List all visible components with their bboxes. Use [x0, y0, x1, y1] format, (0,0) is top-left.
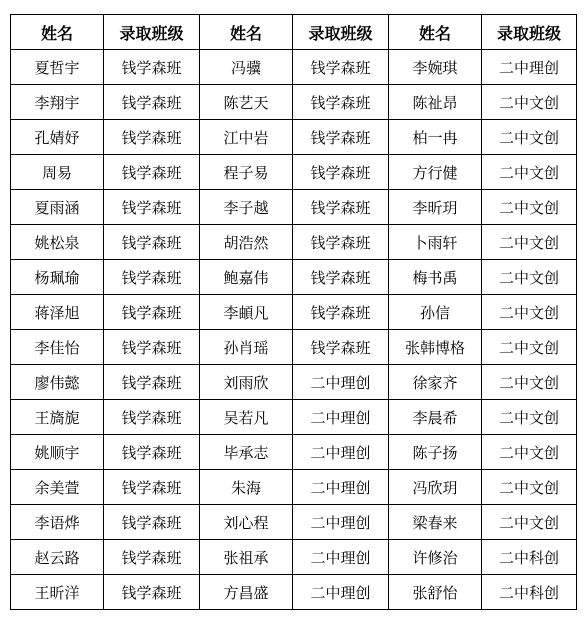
admitted-class-cell: 二中文创	[482, 470, 577, 505]
admitted-class-cell: 钱学森班	[104, 295, 200, 330]
student-name-cell: 冯骥	[200, 50, 293, 85]
admitted-class-cell: 钱学森班	[104, 400, 200, 435]
admitted-class-cell: 二中文创	[482, 120, 577, 155]
admitted-class-cell: 钱学森班	[293, 50, 389, 85]
admitted-class-cell: 钱学森班	[293, 225, 389, 260]
admitted-class-cell: 钱学森班	[104, 260, 200, 295]
student-name-cell: 张舒怡	[389, 575, 482, 610]
admission-table	[10, 14, 577, 610]
table-row	[11, 225, 577, 260]
admitted-class-cell: 二中文创	[482, 505, 577, 540]
admitted-class-cell: 钱学森班	[104, 50, 200, 85]
admitted-class-cell: 二中文创	[482, 260, 577, 295]
student-name-cell: 徐家齐	[389, 365, 482, 400]
student-name-cell: 蒋泽旭	[11, 295, 104, 330]
student-name-cell: 李晨希	[389, 400, 482, 435]
admitted-class-cell: 二中文创	[482, 295, 577, 330]
admitted-class-cell: 二中理创	[482, 50, 577, 85]
student-name-cell: 李婉琪	[389, 50, 482, 85]
student-name-cell: 张祖承	[200, 540, 293, 575]
student-name-cell: 王旖旎	[11, 400, 104, 435]
admitted-class-cell: 钱学森班	[293, 330, 389, 365]
header-row	[11, 15, 577, 50]
table-row	[11, 505, 577, 540]
admitted-class-cell: 二中文创	[482, 155, 577, 190]
student-name-cell: 陈艺天	[200, 85, 293, 120]
table-row	[11, 155, 577, 190]
admitted-class-cell: 二中理创	[293, 365, 389, 400]
student-name-cell: 廖伟懿	[11, 365, 104, 400]
table-body	[11, 50, 577, 610]
admitted-class-cell: 钱学森班	[104, 330, 200, 365]
admitted-class-cell: 二中科创	[482, 575, 577, 610]
admitted-class-cell: 二中文创	[482, 190, 577, 225]
student-name-cell: 李子越	[200, 190, 293, 225]
admitted-class-cell: 二中理创	[293, 540, 389, 575]
admitted-class-cell: 二中文创	[482, 330, 577, 365]
student-name-cell: 赵云路	[11, 540, 104, 575]
student-name-cell: 胡浩然	[200, 225, 293, 260]
table-row	[11, 190, 577, 225]
student-name-cell: 方昌盛	[200, 575, 293, 610]
admitted-class-cell: 二中理创	[293, 400, 389, 435]
table-row	[11, 120, 577, 155]
student-name-cell: 李昕玥	[389, 190, 482, 225]
student-name-cell: 李翔宇	[11, 85, 104, 120]
header-name-3: 姓名	[389, 15, 482, 50]
admitted-class-cell: 二中理创	[293, 470, 389, 505]
table-row	[11, 540, 577, 575]
student-name-cell: 孔婧妤	[11, 120, 104, 155]
header-class-1: 录取班级	[104, 15, 200, 50]
student-name-cell: 陈祉昂	[389, 85, 482, 120]
student-name-cell: 孙肖瑶	[200, 330, 293, 365]
student-name-cell: 余美萱	[11, 470, 104, 505]
student-name-cell: 柏一冉	[389, 120, 482, 155]
student-name-cell: 江中岩	[200, 120, 293, 155]
admitted-class-cell: 钱学森班	[104, 120, 200, 155]
table-row	[11, 365, 577, 400]
admitted-class-cell: 钱学森班	[104, 540, 200, 575]
student-name-cell: 李頔凡	[200, 295, 293, 330]
admitted-class-cell: 钱学森班	[293, 260, 389, 295]
student-name-cell: 卜雨轩	[389, 225, 482, 260]
admitted-class-cell: 钱学森班	[104, 85, 200, 120]
admitted-class-cell: 钱学森班	[293, 295, 389, 330]
admitted-class-cell: 二中文创	[482, 365, 577, 400]
student-name-cell: 刘雨欣	[200, 365, 293, 400]
student-name-cell: 孙信	[389, 295, 482, 330]
student-name-cell: 夏雨涵	[11, 190, 104, 225]
admitted-class-cell: 钱学森班	[104, 505, 200, 540]
student-name-cell: 梅书禹	[389, 260, 482, 295]
table-row	[11, 295, 577, 330]
admitted-class-cell: 二中文创	[482, 400, 577, 435]
header-class-3: 录取班级	[482, 15, 577, 50]
table-row	[11, 330, 577, 365]
admitted-class-cell: 钱学森班	[293, 85, 389, 120]
student-name-cell: 杨珮瑜	[11, 260, 104, 295]
table-header	[11, 15, 577, 50]
student-name-cell: 姚顺宇	[11, 435, 104, 470]
admitted-class-cell: 二中理创	[293, 435, 389, 470]
student-name-cell: 鲍嘉伟	[200, 260, 293, 295]
student-name-cell: 张韩博格	[389, 330, 482, 365]
student-name-cell: 夏哲宇	[11, 50, 104, 85]
admitted-class-cell: 钱学森班	[104, 225, 200, 260]
student-name-cell: 方行健	[389, 155, 482, 190]
table-row	[11, 50, 577, 85]
student-name-cell: 梁春来	[389, 505, 482, 540]
admitted-class-cell: 钱学森班	[293, 190, 389, 225]
student-name-cell: 毕承志	[200, 435, 293, 470]
student-name-cell: 吴若凡	[200, 400, 293, 435]
admitted-class-cell: 钱学森班	[293, 155, 389, 190]
admitted-class-cell: 钱学森班	[104, 575, 200, 610]
admitted-class-cell: 二中理创	[293, 575, 389, 610]
admitted-class-cell: 钱学森班	[104, 190, 200, 225]
admitted-class-cell: 钱学森班	[104, 435, 200, 470]
student-name-cell: 冯欣玥	[389, 470, 482, 505]
header-name-1: 姓名	[11, 15, 104, 50]
admitted-class-cell: 钱学森班	[104, 155, 200, 190]
student-name-cell: 陈子扬	[389, 435, 482, 470]
header-class-2: 录取班级	[293, 15, 389, 50]
student-name-cell: 许修治	[389, 540, 482, 575]
student-name-cell: 刘心程	[200, 505, 293, 540]
student-name-cell: 姚松泉	[11, 225, 104, 260]
admitted-class-cell: 二中科创	[482, 540, 577, 575]
student-name-cell: 周易	[11, 155, 104, 190]
header-name-2: 姓名	[200, 15, 293, 50]
admission-sheet	[10, 14, 577, 610]
table-row	[11, 575, 577, 610]
student-name-cell: 李佳怡	[11, 330, 104, 365]
student-name-cell: 李语烨	[11, 505, 104, 540]
admitted-class-cell: 钱学森班	[104, 365, 200, 400]
student-name-cell: 王昕洋	[11, 575, 104, 610]
admitted-class-cell: 二中文创	[482, 225, 577, 260]
admitted-class-cell: 二中文创	[482, 435, 577, 470]
admitted-class-cell: 二中文创	[482, 85, 577, 120]
admitted-class-cell: 二中理创	[293, 505, 389, 540]
table-row	[11, 470, 577, 505]
admitted-class-cell: 钱学森班	[104, 470, 200, 505]
student-name-cell: 程子易	[200, 155, 293, 190]
table-row	[11, 260, 577, 295]
table-row	[11, 400, 577, 435]
student-name-cell: 朱海	[200, 470, 293, 505]
table-row	[11, 435, 577, 470]
admitted-class-cell: 钱学森班	[293, 120, 389, 155]
table-row	[11, 85, 577, 120]
